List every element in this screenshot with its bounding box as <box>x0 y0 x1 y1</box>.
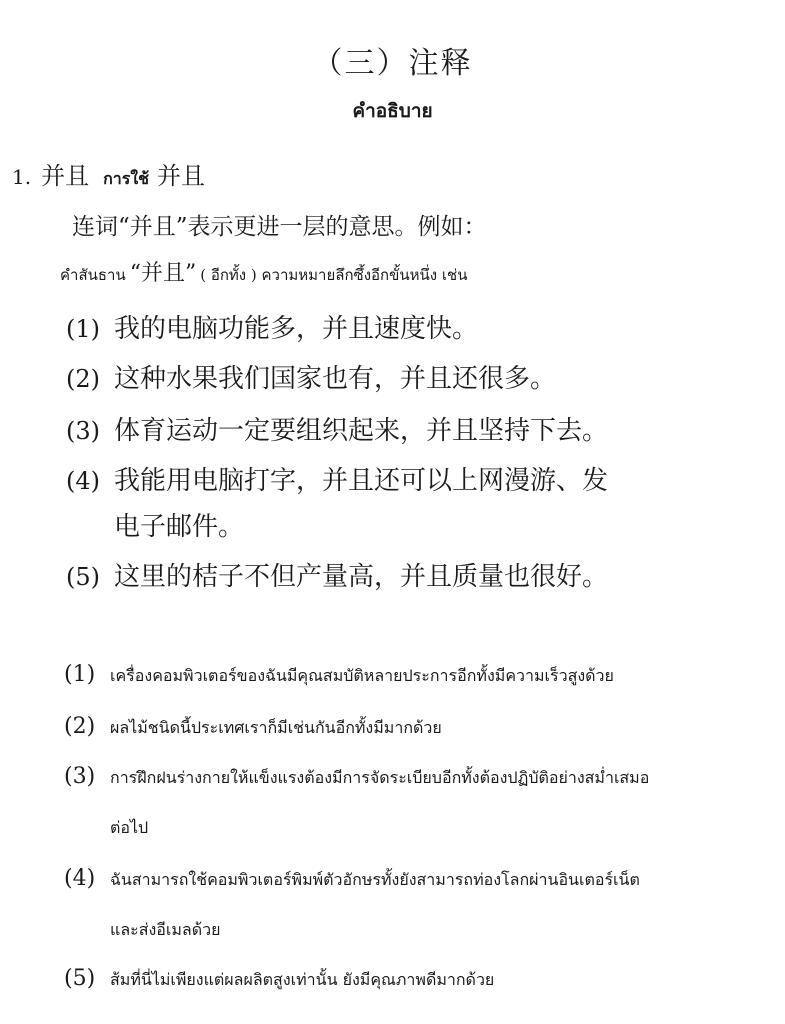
example-zh-4-continued: 电子邮件。 <box>114 512 245 542</box>
example-zh-1 <box>66 308 478 345</box>
example-text: 这里的桔子不但产量高，并且质量也很好。 <box>114 562 609 592</box>
example-zh-2 <box>66 358 556 395</box>
page-title: （三）注释 <box>312 46 473 81</box>
example-th-4-continued: และส่งอีเมลด้วย <box>110 920 221 939</box>
example-th-3 <box>64 764 649 791</box>
section-thai-label: การใช้ <box>103 169 150 188</box>
example-text: ฉันสามารถใช้คอมพิวเตอร์พิมพ์ตัวอักษรทั้งยังสามารถท่องโลกผ่านอินเตอร์เน็ต <box>110 870 640 889</box>
intro-thai-rest: ( อีกทั้ง ) ความหมายลึกซึ้งอีกขั้นหนึ่ง เช่น <box>200 266 468 284</box>
example-zh-3 <box>66 410 608 447</box>
intro-chinese: 连词“并且”表示更进一层的意思。例如： <box>72 214 487 240</box>
example-th-2 <box>64 714 442 741</box>
intro-thai-prefix: คำสันธาน <box>60 266 126 284</box>
example-number: (5) <box>66 563 100 591</box>
example-th-1 <box>64 662 614 689</box>
example-number: (2) <box>66 365 100 393</box>
example-text: 这种水果我们国家也有，并且还很多。 <box>114 364 557 394</box>
section-term: 并且 <box>41 162 90 190</box>
example-number: (1) <box>64 662 96 687</box>
section-heading <box>12 156 205 192</box>
example-number: (2) <box>64 714 96 739</box>
example-number: (1) <box>66 315 100 343</box>
example-number: (5) <box>64 966 96 991</box>
example-text: ส้มที่นี่ไม่เพียงแต่ผลผลิตสูงเท่านั้น ยังมีคุณภาพดีมากด้วย <box>110 970 495 989</box>
section-number: 1. <box>12 165 32 189</box>
page-subtitle: คำอธิบาย <box>352 100 433 122</box>
example-text: เครื่องคอมพิวเตอร์ของฉันมีคุณสมบัติหลายประการอีกทั้งมีความเร็วสูงด้วย <box>110 666 614 685</box>
example-th-5 <box>64 966 494 993</box>
example-th-3-continued: ต่อไป <box>110 818 149 837</box>
example-zh-5 <box>66 556 608 593</box>
example-text: 我的电脑功能多，并且速度快。 <box>114 314 479 344</box>
example-number: (3) <box>64 764 96 789</box>
example-number: (3) <box>66 417 100 445</box>
intro-thai <box>60 256 467 287</box>
example-text: ผลไม้ชนิดนี้ประเทศเราก็มีเช่นกันอีกทั้งมีมากด้วย <box>110 718 442 737</box>
example-zh-4 <box>66 460 608 497</box>
example-th-4 <box>64 866 640 893</box>
example-text: การฝึกฝนร่างกายให้แข็งแรงต้องมีการจัดระเบียบอีกทั้งต้องปฏิบัติอย่างสม่ำเสมอ <box>110 768 650 787</box>
example-number: (4) <box>64 866 96 891</box>
example-text: 体育运动一定要组织起来，并且坚持下去。 <box>114 416 609 446</box>
section-term-repeat: 并且 <box>157 162 206 190</box>
example-text: 我能用电脑打字，并且还可以上网漫游、发 <box>114 466 609 496</box>
intro-thai-term: “并且” <box>129 261 197 286</box>
example-number: (4) <box>66 467 100 495</box>
